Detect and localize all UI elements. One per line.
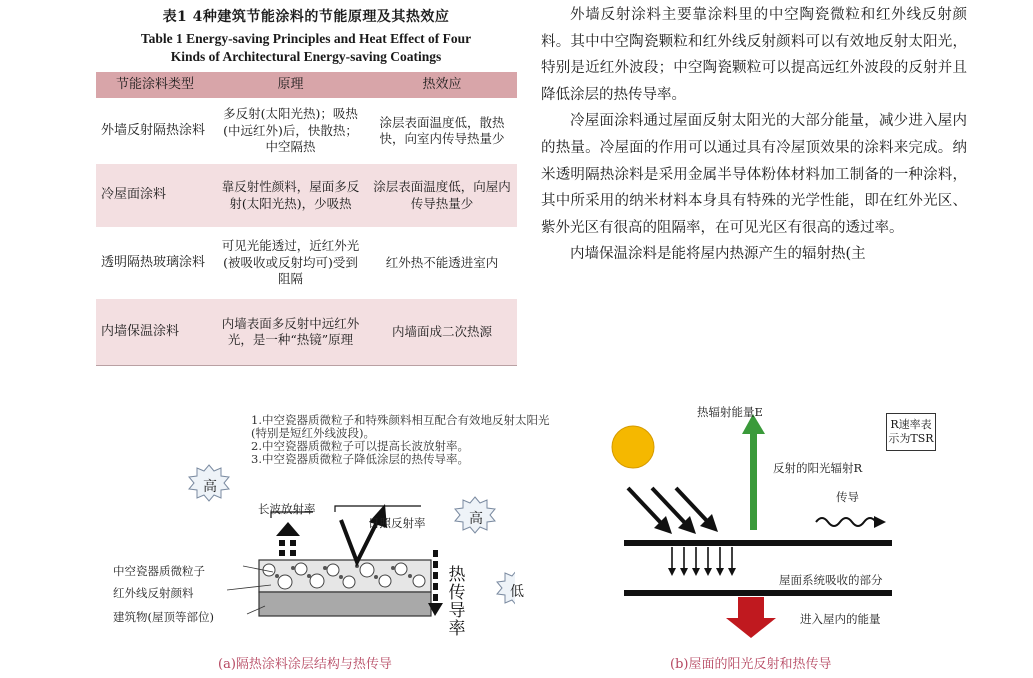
layer-label-particles: 中空瓷器质微粒子 [113,564,205,578]
longwave-label: 长波放射率 [258,502,316,516]
conduction-wave [816,518,876,526]
indoor-label: 进入屋内的能量 [800,612,881,626]
coatings-table [96,72,517,366]
header-principle: 原理 [214,72,367,98]
low-label: 低 [510,584,524,600]
cell-principle: 靠反射性颜料，屋面多反射(太阳光热)，少吸热 [214,164,367,227]
high-label-1: 高 [203,479,217,495]
cell-principle: 多反射(太阳光热)；吸热(中远红外)后，快散热；中空隔热 [223,106,358,155]
roof-bottom-line [624,590,892,596]
solar-bracket [335,506,421,512]
note-line: 1.中空瓷器质微粒子和特殊颜料相互配合有效地反射太阳光 [251,413,550,427]
table-header-row [96,72,517,98]
layer-label-pigment: 红外线反射颜料 [113,586,194,600]
cell-type: 外墙反射隔热涂料 [101,122,206,138]
indoor-arrow-shaft [738,597,764,619]
cell-type: 透明隔热玻璃涂料 [101,254,206,270]
cell-effect: 内墙面成二次热源 [367,299,517,366]
cell-effect: 涂层表面温度低，向屋内传导热量少 [367,164,517,227]
table-caption-en-line2: Kinds of Architectural Energy-saving Coatings [170,49,442,64]
conduction-label: 传导 [836,490,859,504]
table-row [96,299,517,366]
table-caption-en-line1: Table 1 Energy-saving Principles and Heat Effect of Four [140,31,472,46]
figure-a-caption: (a)隔热涂料涂层结构与热传导 [218,657,392,672]
cell-principle: 可见光能透过，近红外光(被吸收或反射均可)受到阻隔 [221,238,360,287]
reflected-label: 反射的阳光辐射R [773,461,863,475]
note-line: (特别是短红外线波段)。 [251,426,375,440]
conduction-head [874,516,886,528]
longwave-arrow [276,522,300,556]
cell-effect: 涂层表面温度低，散热快，向室内传导热量少 [379,114,505,146]
table-caption-cn: 表1 4种建筑节能涂料的节能原理及其热效应 [162,9,450,25]
absorbed-label: 屋面系统吸收的部分 [779,573,883,587]
paragraph: 外墙反射涂料主要靠涂料里的中空陶瓷微粒和红外线反射颜料。其中中空陶瓷颗粒和红外线反射颜料可以有效地反射太阳光，特别是近红外波段；中空陶瓷颗粒可以提高远红外波段的反射并且降低涂层的热传导率。 [541,7,967,103]
solar-reflect-label: 日照反射率 [368,516,426,530]
absorbed-arrows [668,547,736,576]
radiation-label: 热辐射能量E [697,405,763,419]
header-type: 节能涂料类型 [96,72,214,98]
tsr-note [886,413,936,451]
heat-conduct-label: 热传导率 [448,565,466,639]
table-caption-en [92,30,520,66]
table-row [96,164,517,227]
tsr-line: 示为TSR [888,432,934,445]
header-effect: 热效应 [367,72,517,98]
radiation-arrow-shaft [750,430,757,530]
building-substrate [259,592,431,616]
cell-type: 内墙保温涂料 [96,299,214,366]
layer-label-building: 建筑物(屋顶等部位) [113,610,214,624]
body-text [541,2,967,268]
table-row [96,98,517,164]
note-line: 3.中空瓷器质微粒子降低涂层的热传导率。 [251,452,469,466]
high-label-2: 高 [469,511,483,527]
sun-icon [612,426,654,468]
cell-principle: 内墙表面多反射中远红外光，是一种“热镜”原理 [214,299,367,366]
cell-effect: 红外热不能透进室内 [385,254,499,270]
table-row [96,227,517,299]
figure-b-caption: (b)屋面的阳光反射和热传导 [670,657,832,672]
sunlight-arrows [628,488,718,534]
paragraph: 内墙保温涂料是能将屋内热源产生的辐射热(主 [570,246,866,263]
note-line: 2.中空瓷器质微粒子可以提高长波放射率。 [251,439,469,453]
roof-top-line [624,540,892,546]
cell-type: 冷屋面涂料 [96,164,214,227]
tsr-line: R速率表 [890,418,932,431]
indoor-arrow-head [726,618,776,638]
paragraph: 冷屋面涂料通过屋面反射太阳光的大部分能量，减少进入屋内的热量。冷屋面的作用可以通过具有冷屋顶效果的涂料来完成。纳米透明隔热涂料是采用金属半导体粉体材料加工制备的一种涂料，其中所采用的纳米材料本身具有特殊的光学性能，即在红外光区、紫外光区有很高的阻隔率，在可见光区有很高的透过率。 [541,113,967,236]
figure-b-diagram [590,400,920,645]
